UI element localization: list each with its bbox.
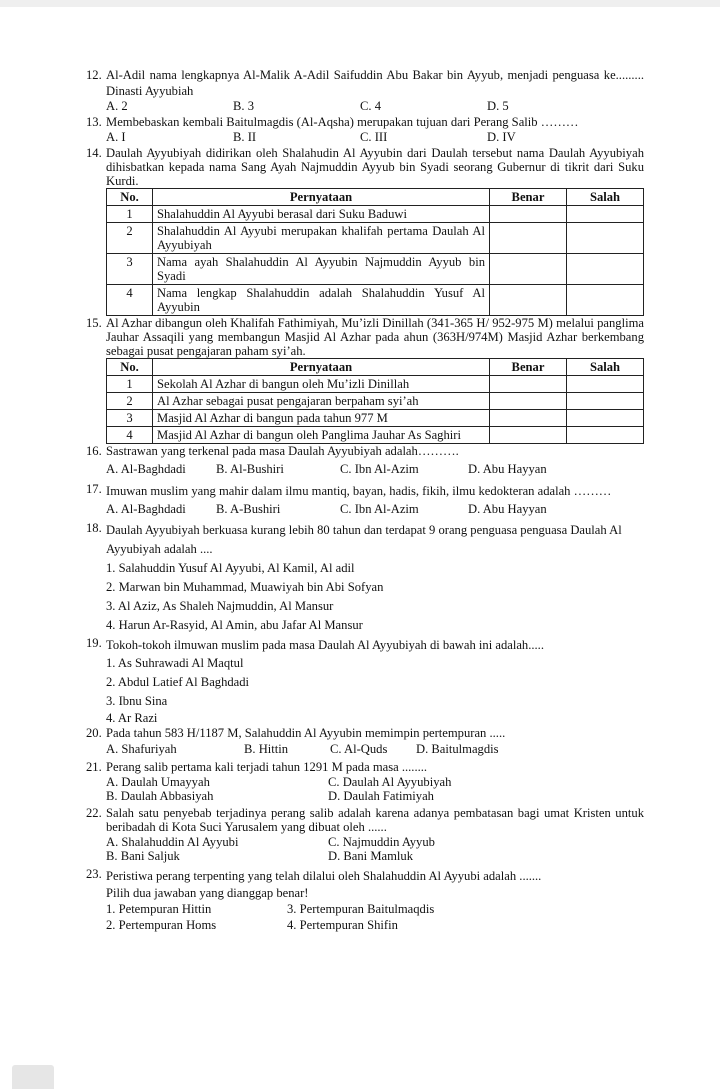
option-b[interactable]: B. II	[233, 130, 257, 144]
row-no: 3	[107, 253, 153, 284]
row-statement: Shalahuddin Al Ayyubi merupakan khalifah pertama Daulah Al Ayyubiyah	[153, 222, 490, 253]
list-item[interactable]: 2. Marwan bin Muhammad, Muawiyah bin Abi Sofyan	[106, 580, 384, 594]
true-cell[interactable]	[490, 392, 567, 409]
question-22	[88, 806, 644, 864]
question-13	[88, 115, 644, 146]
row-no: 4	[107, 426, 153, 443]
header-no: No.	[107, 358, 153, 375]
false-cell[interactable]	[567, 426, 644, 443]
true-cell[interactable]	[490, 426, 567, 443]
row-statement: Nama ayah Shalahuddin Al Ayyubin Najmuddin Ayyub bin Syadi	[153, 253, 490, 284]
top-bar	[0, 0, 720, 7]
row-no: 1	[107, 375, 153, 392]
true-cell[interactable]	[490, 409, 567, 426]
false-cell[interactable]	[567, 409, 644, 426]
option-a[interactable]: A. Al-Baghdadi	[106, 462, 186, 476]
false-cell[interactable]	[567, 222, 644, 253]
question-17	[88, 482, 644, 518]
list-item[interactable]: 2. Abdul Latief Al Baghdadi	[106, 675, 250, 689]
question-number: 21.	[86, 760, 102, 774]
option-a[interactable]: A. Shafuriyah	[106, 741, 177, 756]
false-cell[interactable]	[567, 284, 644, 315]
question-text: Daulah Ayyubiyah didirikan oleh Shalahudin Al Ayyubin dari Daulah tersebut nama Daulah Ayyubiyah dihisbatkan kepada nama Sang Ayah Najmuddin Ayyub bin Syadi seorang Gubernur di tikrit dari Suku Kurdi.	[106, 145, 644, 188]
question-number: 22.	[86, 805, 102, 820]
table-row	[107, 284, 644, 315]
option-b[interactable]: B. Al-Bushiri	[216, 462, 284, 476]
table-row	[107, 222, 644, 253]
answer-options	[106, 835, 644, 850]
table-row	[107, 409, 644, 426]
list-item[interactable]: 4. Ar Razi	[106, 711, 158, 725]
question-sheet	[88, 68, 644, 933]
question-number: 23.	[86, 866, 102, 881]
answer-options	[106, 849, 644, 864]
row-no: 4	[107, 284, 153, 315]
true-cell[interactable]	[490, 284, 567, 315]
answer-list	[106, 654, 644, 726]
question-text: Perang salib pertama kali terjadi tahun 1291 M pada masa ........	[106, 760, 428, 774]
header-statement: Pernyataan	[153, 188, 490, 205]
option-d[interactable]: D. 5	[487, 99, 509, 113]
option-1[interactable]: 1. Petempuran Hittin	[106, 901, 212, 916]
row-statement: Sekolah Al Azhar di bangun oleh Mu’izli Dinillah	[153, 375, 490, 392]
table-row	[107, 253, 644, 284]
answer-options	[106, 99, 644, 115]
question-text: Membebaskan kembali Baitulmagdis (Al-Aqsha) merupakan tujuan dari Perang Salib ………	[106, 114, 579, 129]
false-cell[interactable]	[567, 253, 644, 284]
answer-options	[106, 742, 644, 758]
question-12	[88, 68, 644, 115]
option-c[interactable]: C. Ibn Al-Azim	[340, 462, 419, 476]
question-text: Imuwan muslim yang mahir dalam ilmu mantiq, bayan, hadis, fikih, ilmu kedokteran adalah ………	[106, 483, 612, 498]
question-18	[88, 521, 644, 635]
option-c[interactable]: C. Daulah Al Ayyubiyah	[328, 774, 452, 789]
true-cell[interactable]	[490, 375, 567, 392]
answer-options	[106, 789, 644, 804]
row-no: 1	[107, 205, 153, 222]
header-true: Benar	[490, 358, 567, 375]
list-item[interactable]: 1. Salahuddin Yusuf Al Ayyubi, Al Kamil, Al adil	[106, 561, 355, 575]
question-number: 12.	[86, 68, 102, 82]
answer-options	[106, 502, 644, 518]
table-header-row	[107, 358, 644, 375]
question-number: 18.	[86, 521, 102, 535]
option-3[interactable]: 3. Pertempuran Baitulmaqdis	[287, 901, 435, 916]
question-number: 13.	[86, 114, 102, 129]
header-statement: Pernyataan	[153, 358, 490, 375]
table-row	[107, 205, 644, 222]
answer-list	[106, 559, 644, 635]
instruction-text: Pilih dua jawaban yang dianggap benar!	[106, 885, 309, 900]
question-number: 20.	[86, 726, 102, 740]
option-b[interactable]: B. Hittin	[244, 741, 289, 756]
false-cell[interactable]	[567, 392, 644, 409]
question-16	[88, 444, 644, 478]
false-cell[interactable]	[567, 205, 644, 222]
question-21	[88, 760, 644, 804]
page-corner-tab	[12, 1065, 54, 1089]
header-no: No.	[107, 188, 153, 205]
row-statement: Nama lengkap Shalahuddin adalah Shalahuddin Yusuf Al Ayyubin	[153, 284, 490, 315]
option-4[interactable]: 4. Pertempuran Shifin	[287, 917, 398, 932]
question-number: 14.	[86, 145, 102, 160]
option-b[interactable]: B. 3	[233, 99, 254, 113]
row-no: 3	[107, 409, 153, 426]
option-c[interactable]: C. 4	[360, 99, 381, 113]
question-text: Al Azhar dibangun oleh Khalifah Fathimiyah, Mu’izli Dinillah (341-365 H/ 952-975 M) melalui panglima Jauhar Assaqili yang membangun Masjid Al Azhar pada ahun (363H/974M) Masjid Azhar berkembang sebagai pusat pengajaran paham syi’ah.	[106, 315, 644, 358]
option-b[interactable]: B. Bani Saljuk	[106, 849, 180, 863]
header-false: Salah	[567, 358, 644, 375]
row-no: 2	[107, 392, 153, 409]
row-statement: Shalahuddin Al Ayyubi berasal dari Suku Baduwi	[153, 205, 490, 222]
true-cell[interactable]	[490, 205, 567, 222]
option-a[interactable]: A. 2	[106, 99, 128, 113]
question-number: 17.	[86, 481, 102, 496]
option-d[interactable]: D. Daulah Fatimiyah	[328, 789, 434, 803]
question-number: 16.	[86, 443, 102, 458]
list-item[interactable]: 3. Ibnu Sina	[106, 694, 168, 708]
answer-options	[106, 917, 644, 933]
option-a[interactable]: A. I	[106, 130, 126, 144]
question-23	[88, 867, 644, 933]
question-20	[88, 726, 644, 757]
statement-table-15	[106, 358, 644, 444]
false-cell[interactable]	[567, 375, 644, 392]
row-no: 2	[107, 222, 153, 253]
row-statement: Masjid Al Azhar di bangun pada tahun 977 M	[153, 409, 490, 426]
header-false: Salah	[567, 188, 644, 205]
true-cell[interactable]	[490, 253, 567, 284]
question-text: Pada tahun 583 H/1187 M, Salahuddin Al Ayyubin memimpin pertempuran .....	[106, 726, 506, 740]
option-c[interactable]: C. III	[360, 130, 388, 144]
answer-options	[106, 462, 644, 478]
table-row	[107, 392, 644, 409]
question-text: Peristiwa perang terpenting yang telah dilalui oleh Shalahuddin Al Ayyubi adalah .......	[106, 868, 542, 883]
question-14	[88, 146, 644, 188]
option-a[interactable]: A. Daulah Umayyah	[106, 774, 210, 789]
answer-options	[106, 901, 644, 917]
true-cell[interactable]	[490, 222, 567, 253]
option-d[interactable]: D. Abu Hayyan	[468, 462, 547, 476]
option-2[interactable]: 2. Pertempuran Homs	[106, 917, 217, 932]
question-text: Al-Adil nama lengkapnya Al-Malik A-Adil Saifuddin Abu Bakar bin Ayyub, menjadi penguasa ke......... Dinasti Ayyubiah	[106, 68, 644, 98]
question-text: Salah satu penyebab terjadinya perang salib adalah karena adanya pembatasan bagi umat Kristen untuk beribadah di Kota Suci Yarusalem yang dibuat oleh ......	[106, 805, 644, 834]
question-text: Sastrawan yang terkenal pada masa Daulah Ayyubiyah adalah……….	[106, 443, 459, 458]
option-c[interactable]: C. Najmuddin Ayyub	[328, 834, 435, 849]
option-d[interactable]: D. Baitulmagdis	[416, 741, 499, 756]
header-true: Benar	[490, 188, 567, 205]
statement-table-14	[106, 188, 644, 316]
option-a[interactable]: A. Shalahuddin Al Ayyubi	[106, 834, 239, 849]
option-b[interactable]: B. A-Bushiri	[216, 501, 281, 516]
question-text: Tokoh-tokoh ilmuwan muslim pada masa Daulah Al Ayyubiyah di bawah ini adalah.....	[106, 638, 544, 652]
question-text: Daulah Ayyubiyah berkuasa kurang lebih 80 tahun dan terdapat 9 orang penguasa penguasa Daulah Al Ayyubiyah adalah ....	[106, 523, 622, 556]
list-item[interactable]: 3. Al Aziz, As Shaleh Najmuddin, Al Mansur	[106, 599, 334, 613]
question-15	[88, 316, 644, 358]
row-statement: Masjid Al Azhar di bangun oleh Panglima Jauhar As Saghiri	[153, 426, 490, 443]
option-a[interactable]: A. Al-Baghdadi	[106, 501, 186, 516]
table-header-row	[107, 188, 644, 205]
question-19	[88, 636, 644, 726]
option-d[interactable]: D. Abu Hayyan	[468, 501, 547, 516]
option-d[interactable]: D. IV	[487, 130, 516, 144]
table-row	[107, 426, 644, 443]
answer-options	[106, 130, 644, 146]
list-item[interactable]: 4. Harun Ar-Rasyid, Al Amin, abu Jafar Al Mansur	[106, 618, 363, 632]
table-row	[107, 375, 644, 392]
option-c[interactable]: C. Ibn Al-Azim	[340, 501, 419, 516]
row-statement: Al Azhar sebagai pusat pengajaran berpaham syi’ah	[153, 392, 490, 409]
option-c[interactable]: C. Al-Quds	[330, 741, 388, 756]
option-b[interactable]: B. Daulah Abbasiyah	[106, 789, 214, 803]
list-item[interactable]: 1. As Suhrawadi Al Maqtul	[106, 656, 244, 670]
answer-options	[106, 775, 644, 790]
question-number: 19.	[86, 636, 102, 650]
option-d[interactable]: D. Bani Mamluk	[328, 849, 414, 863]
question-number: 15.	[86, 315, 102, 330]
